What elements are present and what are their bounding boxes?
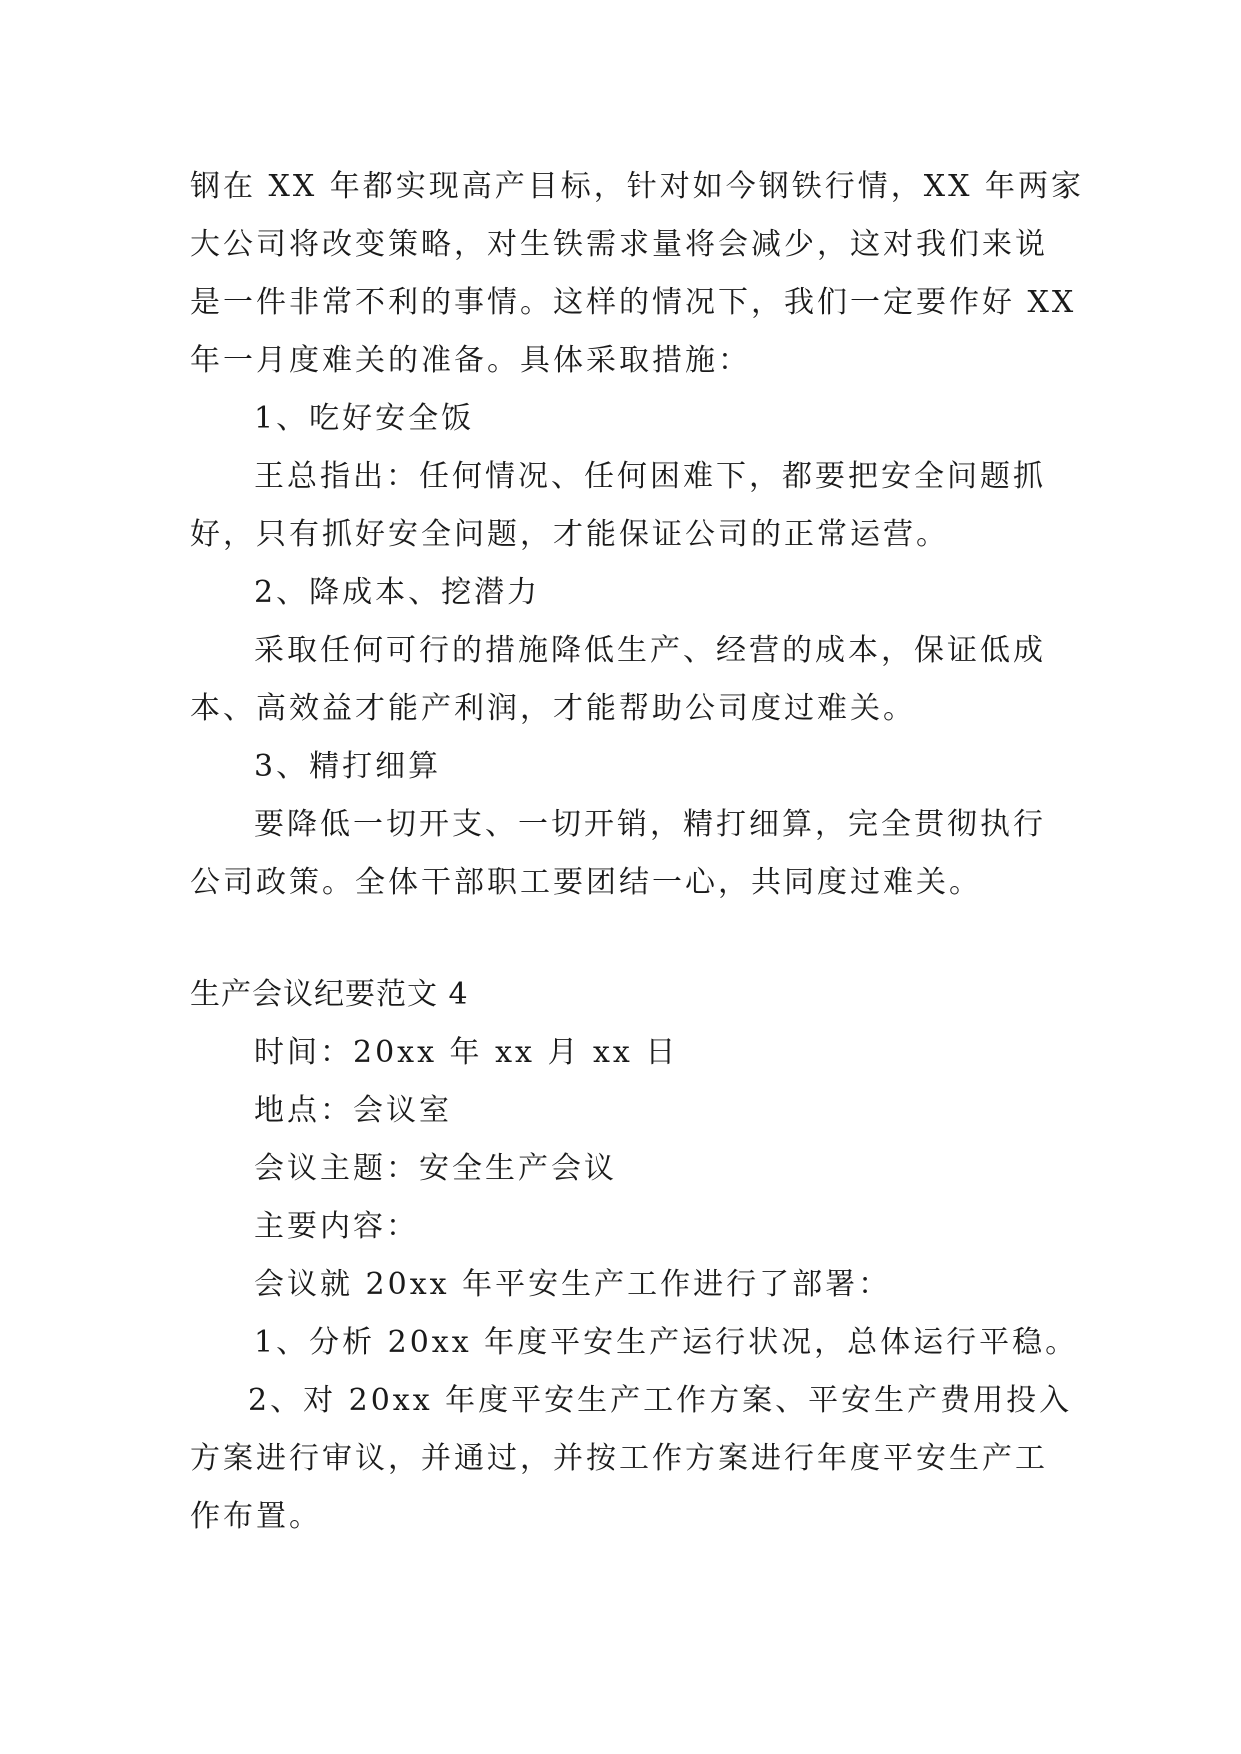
item-heading: 3、精打细算 bbox=[254, 749, 442, 784]
content-label: 主要内容： bbox=[254, 1209, 419, 1244]
meeting-topic: 会议主题：安全生产会议 bbox=[254, 1151, 617, 1186]
paragraph-line: 大公司将改变策略，对生铁需求量将会减少，这对我们来说 bbox=[190, 227, 1048, 262]
paragraph-line: 本、高效益才能产利润，才能帮助公司度过难关。 bbox=[190, 691, 916, 726]
item-heading: 1、吃好安全饭 bbox=[254, 401, 475, 436]
document-body bbox=[190, 158, 1085, 1546]
paragraph-line: 公司政策。全体干部职工要团结一心，共同度过难关。 bbox=[190, 865, 982, 900]
paragraph-line: 要降低一切开支、一切开销，精打细算，完全贯彻执行 bbox=[254, 807, 1046, 842]
paragraph-line: 采取任何可行的措施降低生产、经营的成本，保证低成 bbox=[254, 633, 1046, 668]
paragraph-line: 方案进行审议，并通过，并按工作方案进行年度平安生产工 bbox=[190, 1441, 1048, 1476]
paragraph-line: 钢在 XX 年都实现高产目标，针对如今钢铁行情，XX 年两家 bbox=[190, 169, 1085, 204]
paragraph-line: 好，只有抓好安全问题，才能保证公司的正常运营。 bbox=[190, 517, 949, 552]
content-point-1: 1、分析 20xx 年度平安生产运行状况，总体运行平稳。 bbox=[254, 1325, 1079, 1360]
meeting-place: 地点：会议室 bbox=[254, 1093, 452, 1128]
section-spacer bbox=[190, 912, 1050, 966]
section-title: 生产会议纪要范文 4 bbox=[190, 977, 469, 1012]
paragraph-line: 王总指出：任何情况、任何困难下，都要把安全问题抓 bbox=[254, 459, 1046, 494]
content-point-2: 2、对 20xx 年度平安生产工作方案、平安生产费用投入 bbox=[248, 1383, 1073, 1418]
paragraph-line: 年一月度难关的准备。具体采取措施： bbox=[190, 343, 751, 378]
item-heading: 2、降成本、挖潜力 bbox=[254, 575, 541, 610]
meeting-time: 时间：20xx 年 xx 月 xx 日 bbox=[254, 1035, 679, 1070]
paragraph-line: 是一件非常不利的事情。这样的情况下，我们一定要作好 XX bbox=[190, 285, 1077, 320]
paragraph-line: 作布置。 bbox=[190, 1499, 322, 1534]
content-intro: 会议就 20xx 年平安生产工作进行了部署： bbox=[254, 1267, 892, 1302]
